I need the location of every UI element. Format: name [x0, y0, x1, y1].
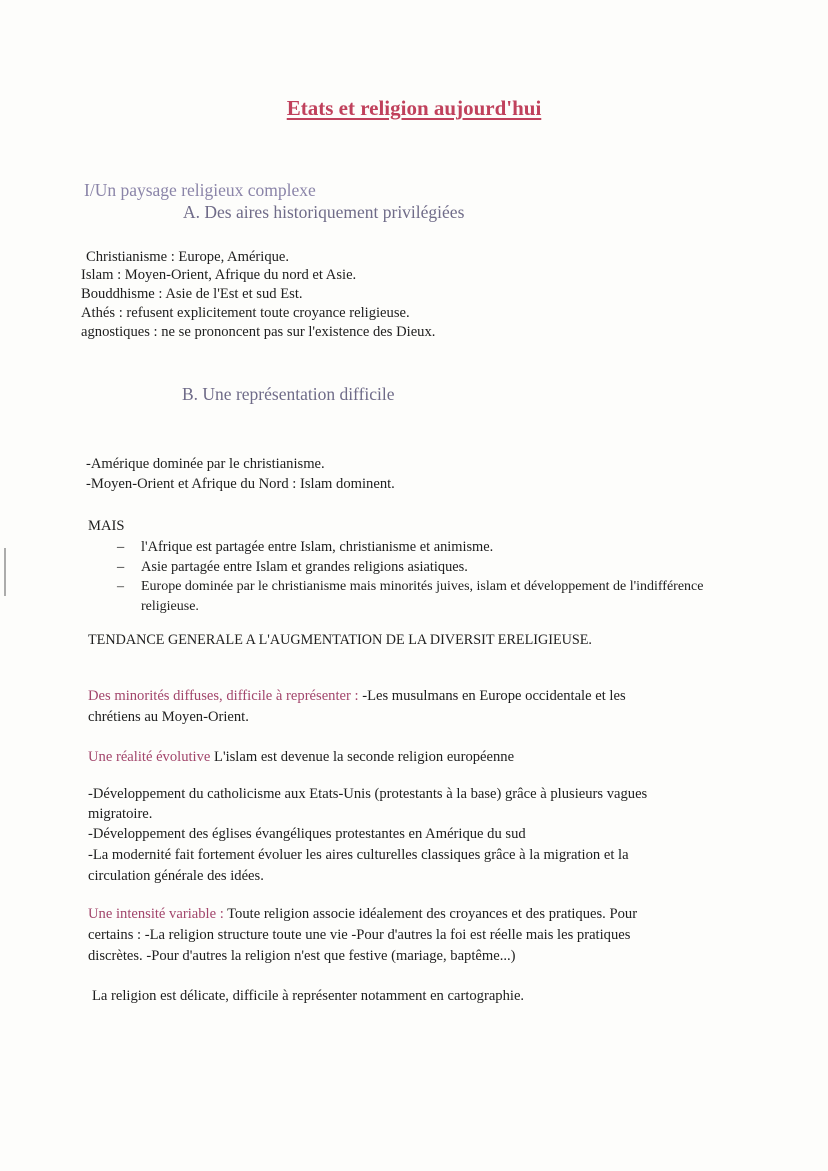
evolution-line: -La modernité fait fortement évoluer les aires culturelles classiques grâce à la migration et la [88, 847, 629, 863]
intensite-label: Une intensité variable : [88, 906, 224, 922]
subsection-a-heading: A. Des aires historiquement privilégiées [183, 202, 465, 222]
list-item: – l'Afrique est partagée entre Islam, christianisme et animisme. [117, 538, 737, 558]
intensite-text: Toute religion associe idéalement des croyances et des pratiques. Pour [223, 906, 638, 922]
section-heading: I/Un paysage religieux complexe [84, 180, 316, 200]
evolution-line: -Développement du catholicisme aux Etats-Unis (protestants à la base) grâce à plusieurs vagues [88, 786, 648, 802]
conclusion-line: La religion est délicate, difficile à représenter notamment en cartographie. [92, 988, 525, 1004]
religion-line: Islam : Moyen-Orient, Afrique du nord et Asie. [81, 267, 357, 283]
subsection-b-heading: B. Une représentation difficile [182, 384, 395, 404]
minorites-text: -Les musulmans en Europe occidentale et les [358, 688, 626, 704]
evolution-line: -Développement des églises évangéliques protestantes en Amérique du sud [88, 826, 526, 842]
realite-text: L'islam est devenue la seconde religion européenne [210, 749, 515, 765]
minorites-line [88, 688, 626, 705]
minorites-line-2: chrétiens au Moyen-Orient. [88, 709, 249, 725]
list-item: – Asie partagée entre Islam et grandes religions asiatiques. [117, 558, 737, 578]
evolution-line: migratoire. [88, 806, 153, 822]
intensite-line [88, 906, 637, 923]
intensite-line-2: certains : -La religion structure toute une vie -Pour d'autres la foi est réelle mais les pratiques [88, 927, 631, 943]
mais-bullet-list [117, 538, 737, 616]
region-line: -Moyen-Orient et Afrique du Nord : Islam dominent. [86, 476, 395, 492]
region-line: -Amérique dominée par le christianisme. [86, 456, 325, 472]
religion-line: Athés : refusent explicitement toute croyance religieuse. [81, 305, 410, 321]
realite-line [88, 749, 514, 766]
minorites-label: Des minorités diffuses, difficile à représenter : [88, 688, 359, 704]
scan-edge-mark [4, 548, 6, 596]
religion-line: Christianisme : Europe, Amérique. [86, 249, 290, 265]
religion-line: Bouddhisme : Asie de l'Est et sud Est. [81, 286, 303, 302]
religion-line: agnostiques : ne se prononcent pas sur l'existence des Dieux. [81, 324, 436, 340]
tendance-line: TENDANCE GENERALE A L'AUGMENTATION DE LA DIVERSIT ERELIGIEUSE. [88, 632, 592, 648]
mais-label: MAIS [88, 518, 125, 534]
evolution-line: circulation générale des idées. [88, 868, 264, 884]
page-title: Etats et religion aujourd'hui [286, 96, 542, 120]
intensite-line-3: discrètes. -Pour d'autres la religion n'est que festive (mariage, baptême...) [88, 948, 516, 964]
realite-label: Une réalité évolutive [88, 749, 211, 765]
list-item: – Europe dominée par le christianisme mais minorités juives, islam et développement de l'indifférence religieuse. [117, 577, 737, 616]
